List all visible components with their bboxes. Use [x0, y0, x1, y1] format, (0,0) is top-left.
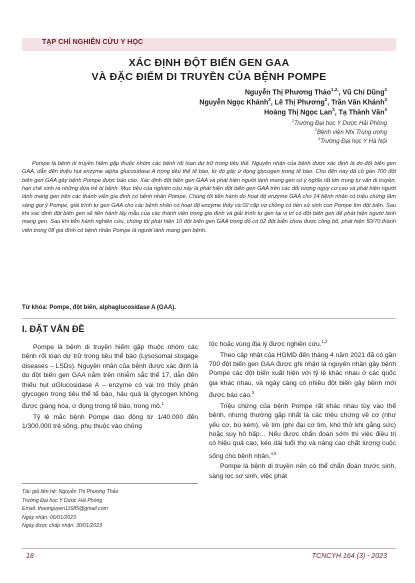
author-line-3 — [264, 107, 387, 116]
paragraph-text: Pompe là bệnh di truyền nên có thể chẩn đoán trước sinh, sàng lọc sơ sinh, việc phát — [209, 463, 396, 480]
footnote-received-date: Ngày nhận: 06/01/2023 — [22, 514, 76, 521]
affiliation-text: Trường Đại học Y Hà Nội — [320, 139, 387, 145]
affiliation-1 — [292, 118, 387, 127]
citation-ref: 1,2 — [321, 339, 328, 344]
author-sup: 1,2, — [331, 87, 339, 92]
affiliation-2 — [315, 127, 387, 136]
affiliation-text: Trường Đại học Y Dược Hải Phòng — [294, 121, 387, 127]
citation-ref: 1 — [161, 401, 164, 407]
corresponding-author-footnote — [22, 488, 198, 531]
author-name: Tạ Thành Văn — [338, 109, 385, 117]
author-separator: , — [327, 99, 332, 107]
affiliation-sup: 1 — [291, 118, 295, 123]
paragraph — [209, 462, 396, 481]
journal-name: TẠP CHÍ NGHIÊN CỨU Y HỌC — [42, 39, 144, 46]
article-title-line-2: VÀ ĐẶC ĐIỂM DI TRUYỀN CỦA BỆNH POMPE — [91, 71, 327, 83]
author-sup: 2 — [268, 97, 271, 102]
body-left-column — [22, 343, 198, 433]
author-line-1 — [245, 87, 387, 96]
paragraph — [209, 402, 396, 462]
paragraph-text: Tỷ lệ mắc bệnh Pompe dao động từ 1/40.000 đến 1/300.000 trẻ sống, phụ thuộc vào chủng — [22, 414, 198, 431]
footnote-affiliation: Trường Đại học Y Dược Hải Phòng — [22, 497, 103, 504]
affiliation-sup: 3 — [317, 136, 321, 141]
author-name: Nguyễn Ngọc Khánh — [199, 99, 269, 107]
author-name: Nguyễn Thị Phương Thảo — [244, 89, 332, 97]
paragraph — [22, 343, 198, 412]
author-name: Trần Vân Khánh — [331, 99, 385, 107]
body-right-column — [209, 337, 396, 482]
author-sup: 3 — [384, 97, 387, 102]
paragraph-text: Pompe là bệnh di truyền hiếm gặp thuộc nhóm các bệnh rối loạn dự trữ trong tiêu thể bào (Lysosomal stogage diseases – LSDs). Nguyên nhân của bệnh được xác định là do đột biến gen GAA nằm trên nhiễm sắc thể 17, dẫn đến thiếu hụt αGlucosidase A – enzyme có vai trò thủy phân glycogen trong tiêu thể tế bào, hậu quả là glycogen không được giáng hóa, ứ đọng trong tế bào, trong mô. — [22, 344, 198, 411]
affiliation-3 — [318, 136, 387, 145]
page-number: 18 — [26, 553, 34, 560]
author-sup: 2 — [384, 87, 387, 92]
footnote-author: Tác giả liên hệ: Nguyễn Thị Phương Thảo — [22, 489, 119, 495]
paragraph — [22, 413, 198, 432]
paragraph-text: Theo cập nhật của HGMD đến tháng 4 năm 2021 đã có gần 700 đột biến gen GAA được ghi nhận là nguyên nhân gây bệnh Pompe các đột biến xuất hiện với tỷ lệ khác nhau ở các quốc gia khác nhau, và ngày càng có nhiều đột biến gây bệnh mới được báo cáo. — [209, 351, 396, 400]
paragraph-text: tộc hoặc vùng địa lý được nghiên cứu. — [209, 341, 322, 349]
paragraph — [209, 351, 396, 401]
footnote-accepted-date: Ngày được chấp nhận: 30/01/2023 — [22, 523, 102, 530]
keywords: Từ khóa: Pompe, đột biến, alphaglucosidase A (GAA). — [22, 305, 176, 311]
paragraph — [209, 337, 396, 350]
footnote-email: Email: thaonguyen11685@gmail.com — [22, 506, 108, 513]
section-heading: I. ĐẶT VẤN ĐỀ — [22, 324, 85, 334]
paragraph-text: Triệu chứng của bệnh Pompe rất khác nhau tùy vào thể bệnh, nhưng thường gặp nhất là các triệu chứng về cơ (như yếu cơ, bú kém), về tim (phì đại cơ tim, khó thở khi gắng sức) hoặc suy hô hấp… Nếu được chẩn đoán sớm thì việc điều trị có hiệu quả cao, kéo dài tuổi thọ và nâng cao chất lượng cuộc sống cho bệnh nhân. — [209, 402, 396, 461]
author-separator: , — [338, 89, 343, 97]
author-name: Hoàng Thị Ngọc Lan — [264, 109, 333, 117]
author-name: Lê Thị Phương — [274, 99, 325, 107]
section-divider — [22, 318, 396, 319]
affiliation-sup: 2 — [314, 127, 317, 132]
abstract — [22, 160, 396, 235]
author-sup: 2 — [324, 97, 328, 102]
footer-divider — [22, 548, 396, 549]
author-sup: 3 — [384, 107, 387, 112]
author-separator: , — [270, 99, 275, 107]
author-name: Vũ Chí Dũng — [342, 89, 385, 97]
journal-issue: TCNCYH 164 (3) - 2023 — [311, 553, 387, 560]
abstract-text: Pompe là bệnh di truyền hiếm gặp thuộc nhóm các bệnh rối loạn dự trữ trong tiêu thể. Nguyên nhân của bệnh được xác định là do đột biến gen GAA, dẫn đến thiếu hụt enzyme alpha glucosidase A trong tiêu thể tế bào, từ đó gây ứ đọng glycogen trong tế bào. Cho đến nay đã có gần 700 đột biến gen GAA gây bệnh Pompe được báo cáo. Xác định đột biến gen GAA và phát hiện người lành mang gen có ý nghĩa rất lớn trong tư vấn di truyền, hạn chế sinh ra những đứa trẻ bị bệnh. Mục tiêu của nghiên cứu này là phát hiện đột biến gen GAA trên các đối tượng nguy cơ cao và phát hiện người lành mang gen trên các thành viên gia đình có bệnh nhân Pompe. Chúng tôi tiến hành đo hoạt độ enzyme GAA cho 14 bệnh nhân có triệu chứng lâm sàng gợi ý Pompe, giải trình tự gen GAA cho các bệnh nhân có hoạt độ enzyme thấy và 02 cặp vợ chồng có tiền sử sinh con Pompe tìm đột biến. Sau khi xác định đột biến gen sẽ tiến hành lấy mẫu của các thành viên trong gia đình và giải trình tự gen tại vị trí có đột biến gen để phát hiện người lành mang gen. Sau khi tiến hành nghiên cứu, chúng tôi phát hiện 10 đột biến gen GAA trong đó có 02 đột biến chưa được công bố, phát hiện 50/70 thành viên trong 08 gia đình có bệnh nhân Pompe là người lành mang gen bệnh. — [22, 161, 396, 234]
citation-ref: 3 — [251, 390, 255, 396]
affiliation-text: Bệnh viện Nhi Trung ương — [316, 130, 387, 136]
article-title-line-1: XÁC ĐỊNH ĐỘT BIẾN GEN GAA — [128, 57, 290, 69]
author-separator: , — [334, 109, 339, 117]
citation-ref: 4,5 — [270, 450, 277, 456]
author-line-2 — [199, 97, 387, 106]
footnote-divider — [22, 483, 198, 484]
author-sup: 3 — [332, 107, 335, 112]
